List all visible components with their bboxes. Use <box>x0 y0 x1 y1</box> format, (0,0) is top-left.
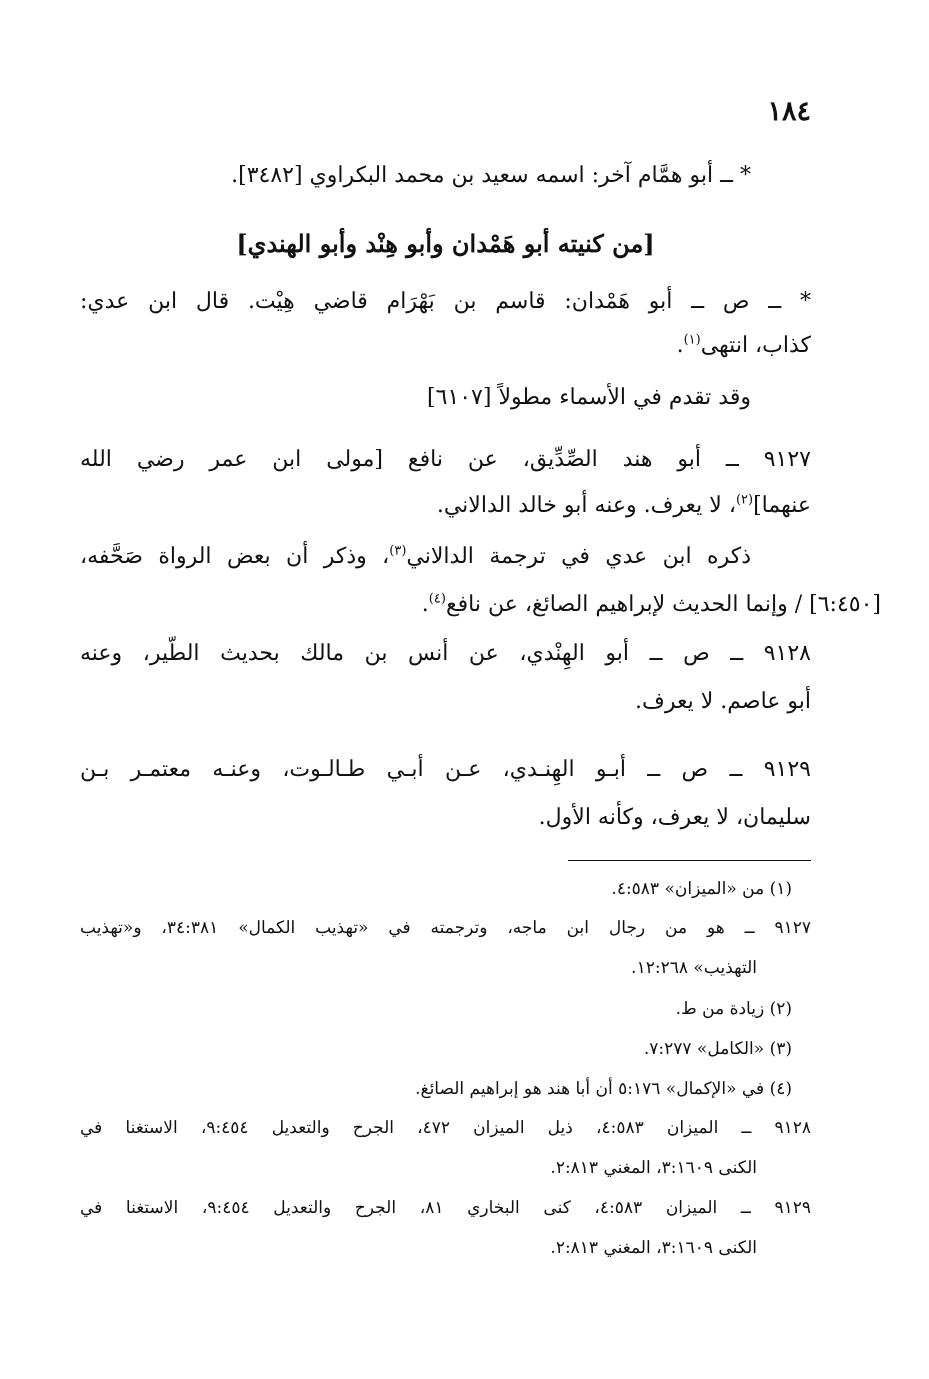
entry-9127-line-3 <box>80 539 751 575</box>
footnote-2: (٢) زيادة من ط. <box>675 999 792 1019</box>
footnote-separator <box>568 860 811 861</box>
entry-9128-line-2: أبو عاصم. لا يعرف. <box>635 689 811 714</box>
entry-9127-line-2 <box>80 488 811 524</box>
entry-9127-line-1: ٩١٢٧ ــ أبو هند الصِّدِّيق، عن نافع [مولى ابن عمر رضي الله <box>80 447 811 472</box>
footnote-marker: (٢) <box>735 492 754 508</box>
footnote-9128-line-1: ٩١٢٨ ــ الميزان ٤:٥٨٣، ذيل الميزان ٤٧٢، الجرح والتعديل ٩:٤٥٤، الاستغنا في <box>80 1118 811 1138</box>
footnote-4: (٤) في «الإكمال» ٥:١٧٦ أن أبا هند هو إبراهيم الصائغ. <box>415 1079 792 1099</box>
entry-text: . <box>676 333 684 358</box>
entry-9129-line-1: ٩١٢٩ ــ ص ــ أبـو الهِنـدي، عـن أبـي طـالـوت، وعنـه معتمـر بـن <box>80 757 811 782</box>
entry-9129-line-2: سليمان، لا يعرف، وكأنه الأول. <box>538 805 811 830</box>
entry-text: ، وذكر أن بعض الرواة صَحَّفه، <box>80 544 390 569</box>
entry-abu-hammam: * ــ أبو همَّام آخر: اسمه سعيد بن محمد البكراوي [٣٤٨٢]. <box>231 163 751 188</box>
entry-text: . <box>421 592 429 617</box>
footnote-marker: (١) <box>683 332 701 348</box>
footnote-1: (١) من «الميزان» ٤:٥٨٣. <box>611 879 792 899</box>
footnote-3: (٣) «الكامل» ٧:٢٧٧. <box>643 1039 792 1059</box>
entry-abu-hamdan-line-1: * ــ ص ــ أبو هَمْدان: قاسم بن بَهْرَام قاضي هِيْت. قال ابن عدي: <box>80 289 811 314</box>
entry-9127-line-4 <box>80 587 881 623</box>
entry-text: كذاب، انتهى <box>700 333 811 358</box>
section-heading: [من كنيته أبو هَمْدان وأبو هِنْد وأبو الهندي] <box>236 229 655 258</box>
page-number: ١٨٤ <box>767 96 811 127</box>
footnote-9129-line-1: ٩١٢٩ ــ الميزان ٤:٥٨٣، كنى البخاري ٨١، الجرح والتعديل ٩:٤٥٤، الاستغنا في <box>80 1198 811 1218</box>
entry-text: [٦:٤٥٠] / وإنما الحديث لإبراهيم الصائغ، عن نافع <box>445 592 881 617</box>
entry-text: ، لا يعرف. وعنه أبو خالد الدالاني. <box>436 493 736 518</box>
footnote-marker: (٣) <box>389 543 407 559</box>
entry-text: ذكره ابن عدي في ترجمة الدالاني <box>406 544 751 569</box>
footnote-marker: (٤) <box>428 591 446 607</box>
footnote-9129-line-2: الكنى ٣:١٦٠٩، المغني ٢:٨١٣. <box>550 1238 757 1258</box>
footnote-9127-line-1: ٩١٢٧ ــ هو من رجال ابن ماجه، وترجمته في «تهذيب الكمال» ٣٤:٣٨١، و«تهذيب <box>80 918 811 938</box>
footnote-9128-line-2: الكنى ٣:١٦٠٩، المغني ٢:٨١٣. <box>550 1158 757 1178</box>
entry-abu-hamdan-line-2 <box>80 328 811 364</box>
entry-9128-line-1: ٩١٢٨ ــ ص ــ أبو الهِنْدي، عن أنس بن مالك بحديث الطَّير، وعنه <box>80 641 811 666</box>
entry-abu-hamdan-line-3: وقد تقدم في الأسماء مطولاً [٦١٠٧] <box>427 385 751 410</box>
footnote-9127-line-2: التهذيب» ١٢:٢٦٨. <box>631 958 757 978</box>
entry-text: عنهما] <box>753 493 811 518</box>
